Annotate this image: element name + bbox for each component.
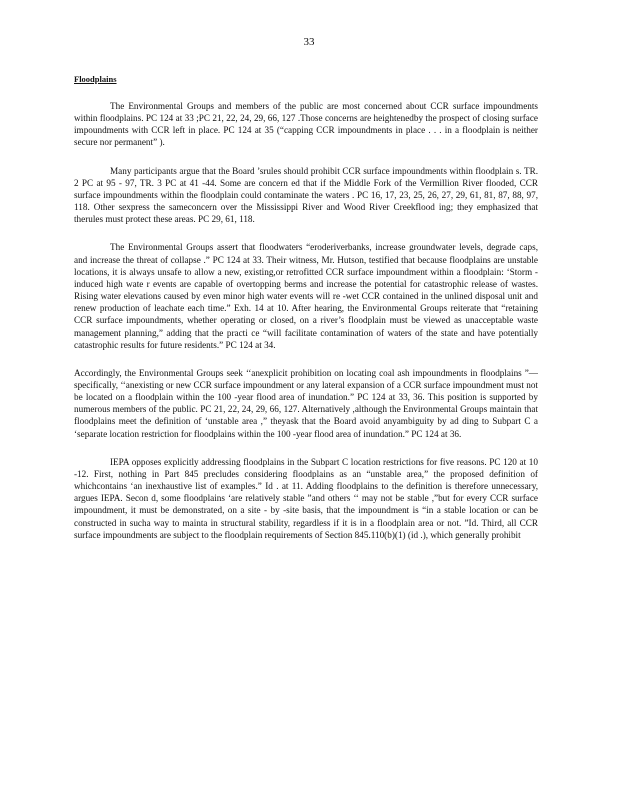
paragraph: The Environmental Groups and members of the public are most concerned about CCR surface impoundments within floodplains. PC 124 at 33 ;PC 21, 22, 24, 29, 66, 127 .Those concerns are heightenedby the prospect of closing surface impoundments with CCR left in place. PC 124 at 35 (“capping CCR impoundments in place . . . in a floodplain is neither secure nor permanent” ). [74, 101, 538, 148]
document-body [74, 100, 538, 557]
section-heading: Floodplains [74, 74, 117, 84]
paragraph: IEPA opposes explicitly addressing floodplains in the Subpart C location restrictions for five reasons. PC 120 at 10 -12. First, nothing in Part 845 precludes considering floodplains as an “unstable area,” the proposed definition of whichcontains ‘an inexhaustive list of examples.” Id . at 11. Adding floodplains to the definition is therefore unnecessary, argues IEPA. Secon d, some floodplains ‘are relatively stable ”and others ‘‘ may not be stable ,”but for every CCR surface impoundment, it must be demonstrated, on a site - by -site basis, that the impoundment is “in a stable location or can be constructed in sucha way to mainta in structural stability, regardless if it is in a floodplain area or not. ”Id. Third, all CCR surface impoundments are subject to the floodplain requirements of Section 845.110(b)(1) (id .), which generally prohibit [74, 456, 538, 540]
paragraph: The Environmental Groups assert that floodwaters “eroderiverbanks, increase groundwater levels, degrade caps, and increase the threat of collapse .” PC 124 at 33. Their witness, Mr. Hutson, testified that because floodplains are unstable locations, it is always unsafe to allow a new, existing,or retrofitted CCR surface impoundment within a floodplain: ‘Storm - induced high wate r events are capable of overtopping berms and increase the potential for catastrophic release of wastes. Rising water elevations caused by even minor high water events will re -wet CCR contained in the unlined disposal unit and renew production of leachate each time.” Exh. 14 at 10. After hearing, the Environmental Groups reiterate that “retaining CCR surface impoundments, whether operating or closed, on a river’s floodplain must be viewed as unacceptable waste management planning,” adding that the practi ce “will facilitate contamination of waters of the state and have potentially catastrophic results for future residents.” PC 124 at 34. [74, 242, 538, 350]
paragraph: Many participants argue that the Board ’srules should prohibit CCR surface impoundments within floodplain s. TR. 2 PC at 95 - 97, TR. 3 PC at 41 -44. Some are concern ed that if the Middle Fork of the Vermillion River flooded, CCR surface impoundments within the floodplain could contaminate the waters . PC 16, 17, 23, 25, 26, 27, 29, 61, 81, 87, 88, 97, 118. Other sexpress the sameconcern over the Mississippi River and Wood River Creekflood ing; they emphasized that therules must protect these areas. PC 29, 61, 118. [74, 165, 538, 225]
paragraph: Accordingly, the Environmental Groups seek ‘‘anexplicit prohibition on locating coal ash impoundments in floodplains ”— specifically, ‘‘anexisting or new CCR surface impoundment or any lateral expansion of a CCR surface impoundment must not be located on a floodplain within the 100 -year flood area of inundation.” PC 124 at 33, 36. This position is supported by numerous members of the public. PC 21, 22, 24, 29, 66, 127. Alternatively ,although the Environmental Groups maintain that floodplains meet the definition of ‘unstable area ,” theyask that the Board avoid anyambiguity by ad ding to Subpart C a ‘separate location restriction for floodplains within the 100 -year flood area of inundation.” PC 124 at 36. [74, 367, 538, 439]
page-number: 33 [303, 36, 315, 48]
